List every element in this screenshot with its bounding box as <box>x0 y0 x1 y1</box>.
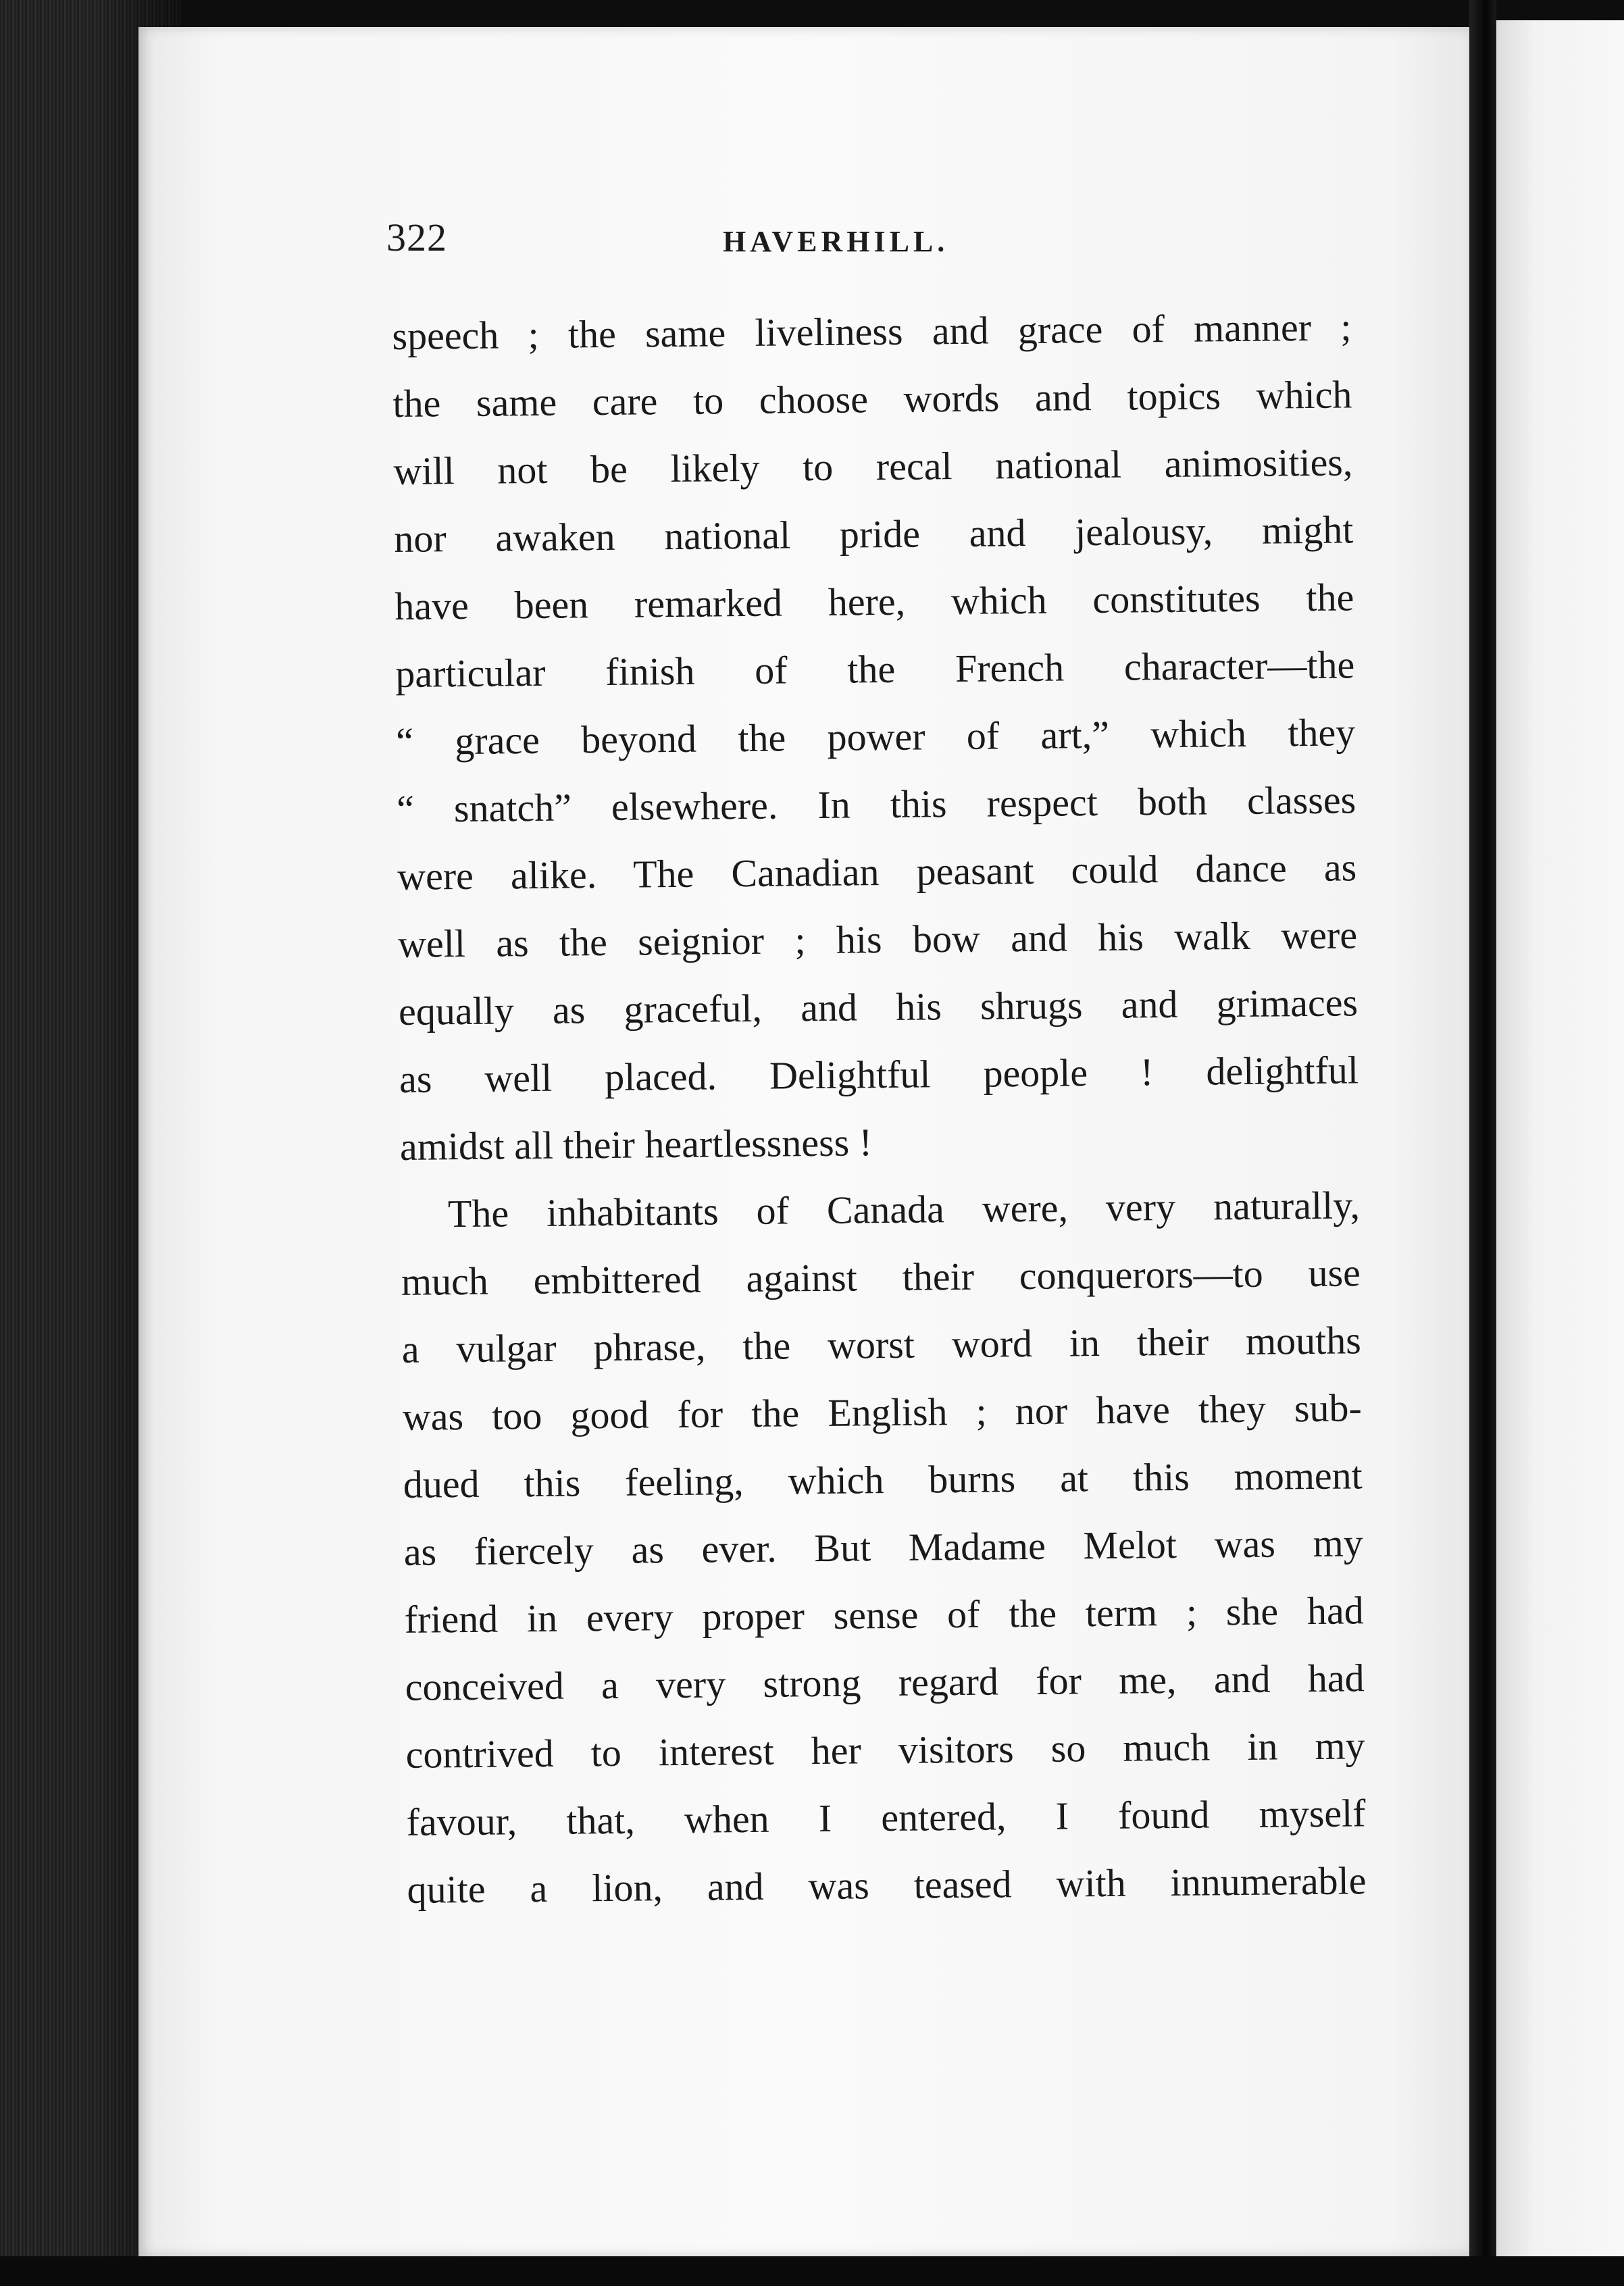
text-line: as fiercely as ever. But Madame Melot was my <box>403 1521 1364 1574</box>
text-line: “ grace beyond the power of art,” which they <box>395 710 1356 763</box>
text-line: speech ; the same liveliness and grace of manner ; <box>392 305 1352 358</box>
text-line: particular finish of the French character—the <box>395 642 1355 696</box>
text-line: amidst all their heartlessness ! <box>399 1120 873 1169</box>
text-line: favour, that, when I entered, I found myself <box>406 1791 1366 1844</box>
text-line: were alike. The Canadian peasant could dance as <box>397 845 1357 898</box>
text-line: friend in every proper sense of the term ; she had <box>404 1588 1364 1642</box>
text-line: the same care to choose words and topics which <box>392 372 1352 426</box>
text-line: “ snatch” elsewhere. In this respect both classes <box>396 778 1356 831</box>
text-line: quite a lion, and was teased with innumerable <box>407 1858 1367 1912</box>
text-line: much embittered against their conquerors—to use <box>401 1250 1361 1304</box>
text-line: contrived to interest her visitors so much in my <box>405 1723 1365 1777</box>
text-line: well as the seignior ; his bow and his walk were <box>397 913 1358 966</box>
text-line: will not be likely to recal national animosities, <box>393 440 1353 493</box>
paragraph-1 <box>392 293 1359 1181</box>
scan-bottom-border <box>0 2256 1624 2286</box>
paragraph-2 <box>400 1171 1366 1924</box>
page-number: 322 <box>386 215 447 259</box>
running-head: HAVERHILL. <box>723 225 949 258</box>
text-line: was too good for the English ; nor have they sub- <box>402 1386 1363 1439</box>
text-line: dued this feeling, which burns at this moment <box>403 1453 1363 1506</box>
text-line: have been remarked here, which constitutes the <box>395 575 1354 628</box>
text-line: a vulgar phrase, the worst word in their mouths <box>401 1318 1362 1371</box>
text-line: as well placed. Delightful people ! delightful <box>399 1048 1359 1101</box>
text-line: The inhabitants of Canada were, very naturally, <box>447 1183 1361 1236</box>
text-line: conceived a very strong regard for me, and had <box>405 1656 1365 1709</box>
book-gutter <box>1469 0 1496 2286</box>
text-line: nor awaken national pride and jealousy, might <box>394 507 1354 561</box>
text-line: equally as graceful, and his shrugs and grimaces <box>398 980 1359 1034</box>
adjacent-page-edge <box>1496 20 1624 2270</box>
body-text <box>392 293 1367 1924</box>
